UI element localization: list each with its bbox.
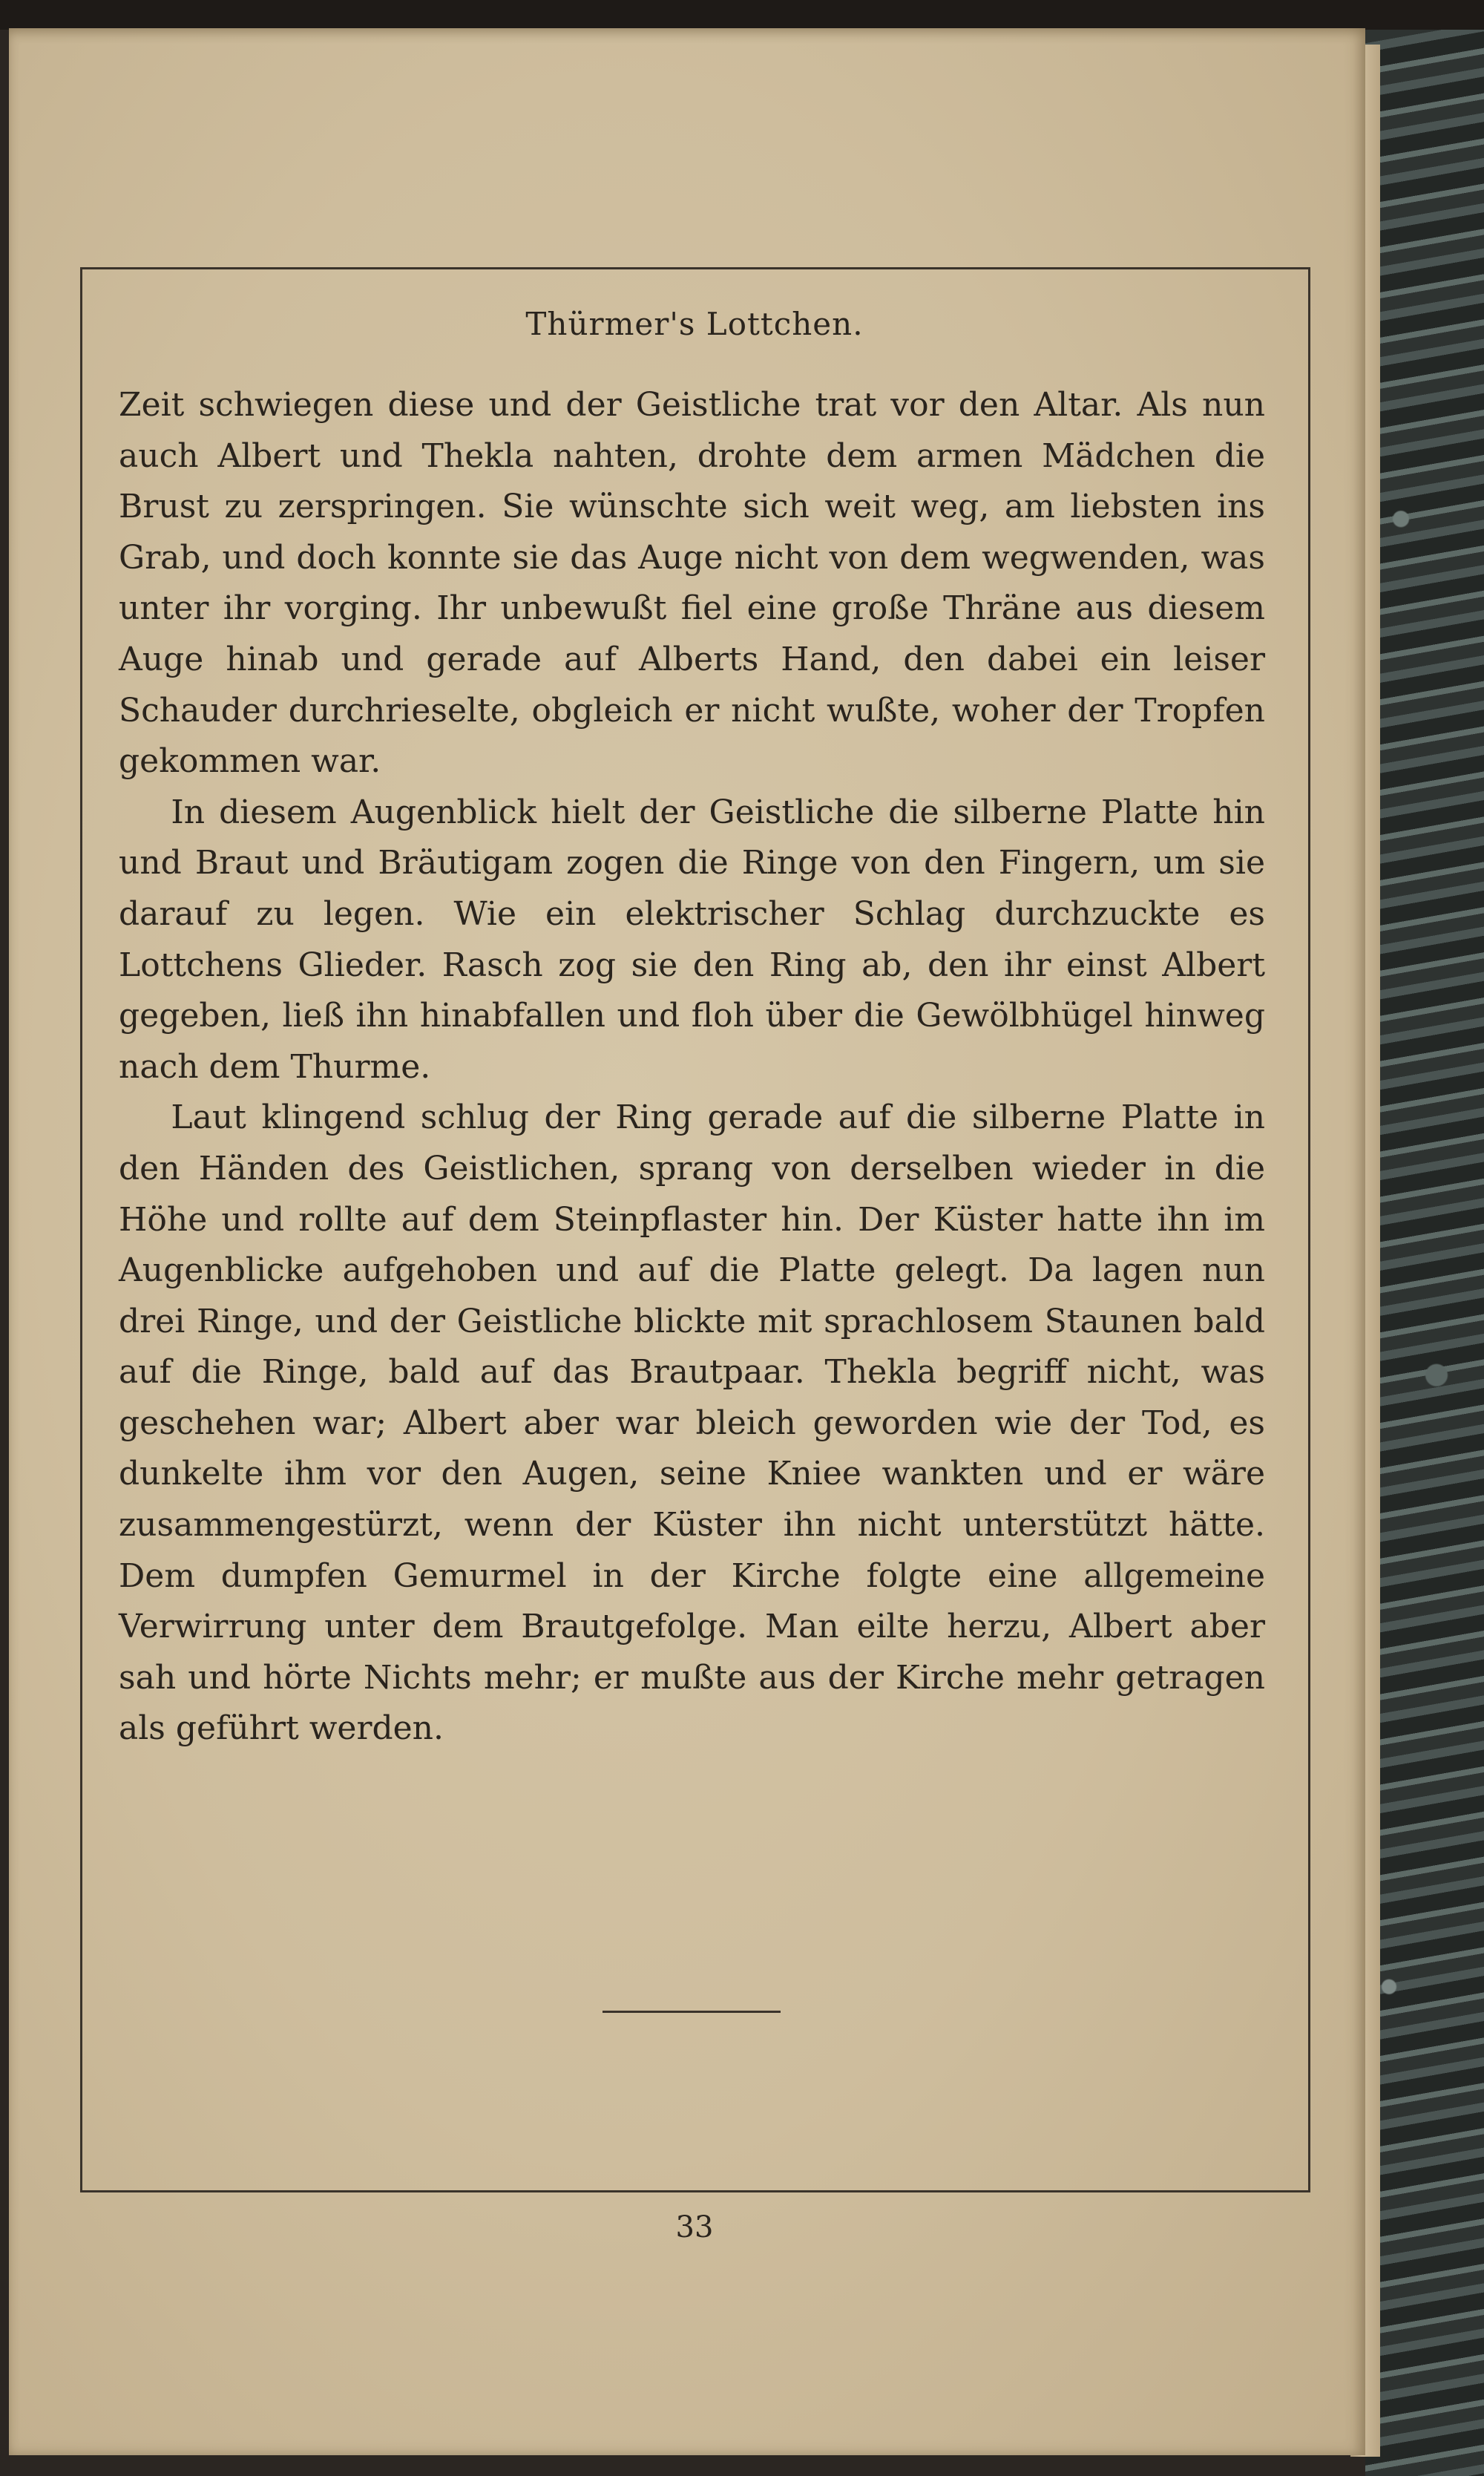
paragraph-3: Laut klingend schlug der Ring gerade auf die silberne Platte in den Händen des Geistlichen, sprang von derselben wieder in die Höhe und rollte auf dem Steinpflaster hin. Der Küster hatte ihn im Augenblicke aufgehoben und auf die Platte gelegt. Da lagen nun drei Ringe, und der Geistliche blickte mit sprachlosem Staunen bald auf die Ringe, bald auf das Brautpaar. Thekla begriff nicht, was geschehen war; Albert aber war bleich geworden wie der Tod, es dunkelte ihm vor den Augen, seine Kniee wankten und er wäre zusammengestürzt, wenn der Küster ihn nicht unterstützt hätte. Dem dumpfen Gemurmel in der Kirche folgte eine allgemeine Verwirrung unter dem Brautgefolge. Man eilte herzu, Albert aber sah und hörte Nichts mehr; er mußte aus der Kirche mehr getragen als geführt werden. xyxy=(119,1098,1265,1748)
end-rule xyxy=(603,2011,781,2013)
paragraph-1: Zeit schwiegen diese und der Geistliche trat vor den Altar. Als nun auch Albert und Thekla nahten, drohte dem armen Mädchen die Brust zu zerspringen. Sie wünschte sich weit weg, am liebsten ins Grab, und doch konnte sie das Auge nicht von dem wegwenden, was unter ihr vorging. Ihr unbewußt fiel eine große Thräne aus diesem Auge hinab und gerade auf Alberts Hand, den dabei ein leiser Schauder durchrieselte, obgleich er nicht wußte, woher der Tropfen gekommen war. xyxy=(119,386,1265,781)
paragraph-2: In diesem Augenblick hielt der Geistliche die silberne Platte hin und Braut und Bräutigam zogen die Ringe von den Fingern, um sie darauf zu legen. Wie ein elektrischer Schlag durchzuckte es Lottchens Glieder. Rasch zog sie den Ring ab, den ihr einst Albert gegeben, ließ ihn hinabfallen und floh über die Gewölbhügel hinweg nach dem Thurme. xyxy=(119,793,1265,1086)
body-text xyxy=(119,380,1265,1755)
scan-background xyxy=(0,0,1484,30)
running-head: Thürmer's Lottchen. xyxy=(525,306,864,342)
page-number: 33 xyxy=(675,2210,714,2244)
book-cover-edge xyxy=(1365,30,1484,2476)
